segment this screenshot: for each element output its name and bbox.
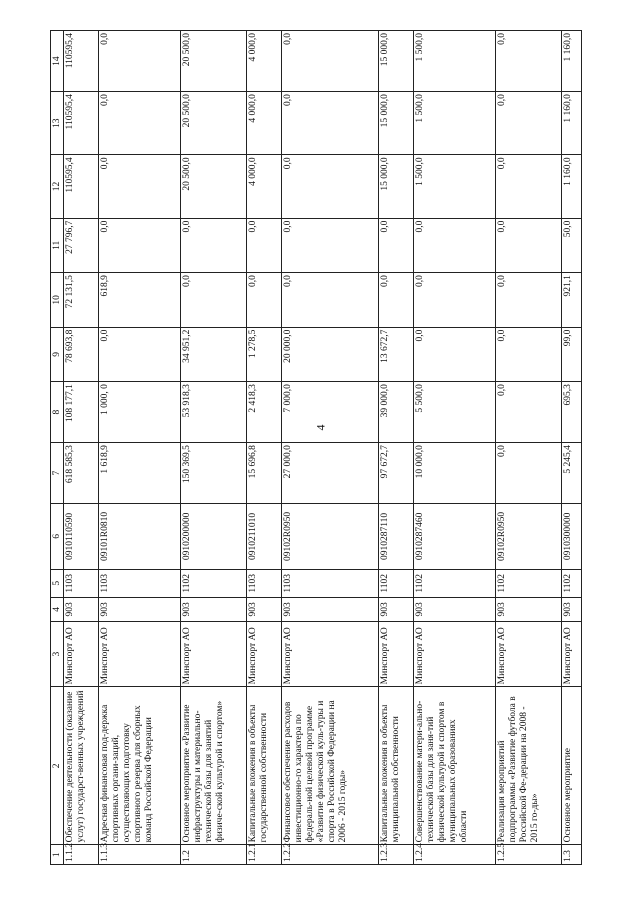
table-cell: 1 618,9 (99, 443, 181, 504)
table-cell: 15 000,0 (379, 92, 414, 155)
table-cell: 0910287460 (414, 504, 496, 569)
table-cell: 1103 (99, 569, 181, 597)
table-cell: Минспорт АО (562, 621, 582, 686)
table-cell: 0,0 (379, 273, 414, 328)
table-cell: 4 000,0 (246, 155, 281, 218)
table-cell: 1102 (379, 569, 414, 597)
column-header: 10 (51, 273, 64, 328)
table-cell: 15 696,8 (246, 443, 281, 504)
table-cell: 0,0 (99, 92, 181, 155)
column-header: 5 (51, 569, 64, 597)
table-cell: 0,0 (99, 218, 181, 273)
table-cell: 0,0 (99, 155, 181, 218)
table-cell: 0,0 (414, 327, 496, 382)
column-header: 8 (51, 382, 64, 443)
table-cell: 1.3 (562, 845, 582, 865)
table-cell: 1.2.4 (414, 845, 496, 865)
table-cell: Обеспечение деятельности (оказание услуг) государст-венных учреждений (64, 687, 99, 845)
table-cell: 903 (496, 597, 562, 621)
table-row (99, 31, 181, 865)
table-row (562, 31, 582, 865)
table-cell: 1102 (562, 569, 582, 597)
table-cell: 0,0 (414, 218, 496, 273)
table-cell: 0,0 (282, 31, 379, 92)
table-cell: 20 500,0 (180, 155, 246, 218)
table-cell: Минспорт АО (180, 621, 246, 686)
column-header: 14 (51, 31, 64, 92)
table-cell: 0,0 (282, 273, 379, 328)
table-cell: Реализация мероприятий подпрограммы «Развитие футбола в Российской Фе-дерации на 2008 - 2015 го-ды» (496, 687, 562, 845)
column-header: 11 (51, 218, 64, 273)
table-cell: 09102R0950 (282, 504, 379, 569)
column-header: 9 (51, 327, 64, 382)
table-cell: 618 585,3 (64, 443, 99, 504)
table-cell: 903 (64, 597, 99, 621)
table-cell: 903 (562, 597, 582, 621)
table-cell: Основное мероприятие (562, 687, 582, 845)
table-cell: 15 000,0 (379, 31, 414, 92)
table-cell: 1.2.5 (496, 845, 562, 865)
table-cell: 0,0 (496, 443, 562, 504)
table-cell: 0,0 (99, 31, 181, 92)
table-cell: 0,0 (496, 218, 562, 273)
table-cell: 0,0 (99, 327, 181, 382)
table-cell: 5 245,4 (562, 443, 582, 504)
table-cell: 15 000,0 (379, 155, 414, 218)
table-cell: 0,0 (496, 382, 562, 443)
table-cell: 4 000,0 (246, 92, 281, 155)
table-cell: 0,0 (180, 218, 246, 273)
table-cell: 1102 (496, 569, 562, 597)
table-cell: 1.1.2 (64, 845, 99, 865)
table-cell: 110595,4 (64, 31, 99, 92)
column-header: 2 (51, 687, 64, 845)
table-cell: 1103 (282, 569, 379, 597)
table-cell: 903 (414, 597, 496, 621)
table-cell: 1 278,5 (246, 327, 281, 382)
table-row (496, 31, 562, 865)
table-cell: 27 796,7 (64, 218, 99, 273)
table-cell: Минспорт АО (379, 621, 414, 686)
table-cell: 09101R0810 (99, 504, 181, 569)
table-cell: 1.2 (180, 845, 246, 865)
table-cell: 1 160,0 (562, 31, 582, 92)
table-cell: 0,0 (379, 218, 414, 273)
column-header: 4 (51, 597, 64, 621)
table-cell: 0910110590 (64, 504, 99, 569)
table-cell: 0,0 (496, 31, 562, 92)
table-cell: 20 000,0 (282, 327, 379, 382)
table-cell: Адресная финансовая под-держка спортивных органи-заций, осуществляющих подготовку спортивного резерва для сборных команд Российской Федерации (99, 687, 181, 845)
table-cell: 1.2.3 (379, 845, 414, 865)
table-cell: 0,0 (496, 92, 562, 155)
table-cell: 150 369,5 (180, 443, 246, 504)
table-cell: Основное мероприятие «Развитие инфраструктуры и материально-технической базы для занятий физиче-ской культурой и спортом» (180, 687, 246, 845)
table-cell: 1 500,0 (414, 92, 496, 155)
table-cell: 1103 (246, 569, 281, 597)
table-cell: 0,0 (246, 273, 281, 328)
table-cell: 20 500,0 (180, 92, 246, 155)
table-cell: 34 951,2 (180, 327, 246, 382)
table-cell: 1102 (414, 569, 496, 597)
budget-table (50, 30, 582, 865)
table-cell: 09102R0950 (496, 504, 562, 569)
table-cell: 0910200000 (180, 504, 246, 569)
table-cell: Минспорт АО (64, 621, 99, 686)
table-cell: Финансовое обеспечение расходов инвестиционно-го характера по федераль-ной целевой программе «Развитие физической куль-туры и спорта в Российской Федерации на 2006 - 2015 годы» (282, 687, 379, 845)
table-cell: 2 418,3 (246, 382, 281, 443)
table-cell: Минспорт АО (496, 621, 562, 686)
table-cell: 0,0 (282, 218, 379, 273)
column-header: 1 (51, 845, 64, 865)
table-cell: 0,0 (496, 155, 562, 218)
table-row (246, 31, 281, 865)
table-cell: 53 918,3 (180, 382, 246, 443)
table-cell: Капитальные вложения в объекты муниципальной собственности (379, 687, 414, 845)
table-cell: 903 (379, 597, 414, 621)
table-cell: Минспорт АО (246, 621, 281, 686)
table-row (180, 31, 246, 865)
table-cell: 78 693,8 (64, 327, 99, 382)
column-header: 12 (51, 155, 64, 218)
table-cell: Минспорт АО (99, 621, 181, 686)
page-number: 4 (313, 424, 328, 431)
table-cell: 903 (99, 597, 181, 621)
table-cell: 72 131,5 (64, 273, 99, 328)
table-cell: 99,0 (562, 327, 582, 382)
table-cell: 618,9 (99, 273, 181, 328)
table-cell: 97 672,7 (379, 443, 414, 504)
table-cell: 1102 (180, 569, 246, 597)
table-cell: 1 160,0 (562, 155, 582, 218)
table-cell: 5 500,0 (414, 382, 496, 443)
table-cell: Минспорт АО (282, 621, 379, 686)
table-cell: 1 000, 0 (99, 382, 181, 443)
table-cell: Капитальные вложения в объекты государственной собственности (246, 687, 281, 845)
table-cell: 0910287110 (379, 504, 414, 569)
table-cell: 39 000,0 (379, 382, 414, 443)
table-cell: 0910300000 (562, 504, 582, 569)
table-cell: 1.2.2 (282, 845, 379, 865)
table-cell: 4 000,0 (246, 31, 281, 92)
table-cell: 50,0 (562, 218, 582, 273)
table-cell: 1103 (64, 569, 99, 597)
header-row (51, 31, 64, 865)
table-cell: 108 177,1 (64, 382, 99, 443)
table-cell: 110595,4 (64, 155, 99, 218)
rotated-table-container (50, 30, 582, 865)
table-row (379, 31, 414, 865)
table-cell: 10 000,0 (414, 443, 496, 504)
table-cell: 7 000,0 (282, 382, 379, 443)
table-cell: 903 (282, 597, 379, 621)
table-row (64, 31, 99, 865)
table-cell: 0,0 (246, 218, 281, 273)
table-cell: 27 000,0 (282, 443, 379, 504)
table-cell: 0,0 (496, 273, 562, 328)
table-cell: 695,3 (562, 382, 582, 443)
table-cell: 1 160,0 (562, 92, 582, 155)
table-cell: Совершенствование матери-ально-технической базы для заня-тий физической культурой и спортом в муниципальных образованиях области (414, 687, 496, 845)
table-cell: 903 (180, 597, 246, 621)
column-header: 6 (51, 504, 64, 569)
table-cell: 0910211010 (246, 504, 281, 569)
table-row (414, 31, 496, 865)
column-header: 7 (51, 443, 64, 504)
table-cell: 0,0 (282, 155, 379, 218)
table-row (282, 31, 379, 865)
table-cell: 1 500,0 (414, 155, 496, 218)
table-cell: 0,0 (496, 327, 562, 382)
table-cell: 1.1.3 (99, 845, 181, 865)
table-cell: 1.2.1 (246, 845, 281, 865)
table-cell: 110595,4 (64, 92, 99, 155)
table-cell: 13 672,7 (379, 327, 414, 382)
table-cell: 903 (246, 597, 281, 621)
table-cell: Минспорт АО (414, 621, 496, 686)
table-cell: 20 500,0 (180, 31, 246, 92)
table-cell: 0,0 (180, 273, 246, 328)
table-cell: 0,0 (414, 273, 496, 328)
column-header: 3 (51, 621, 64, 686)
table-cell: 921,1 (562, 273, 582, 328)
column-header: 13 (51, 92, 64, 155)
table-cell: 0,0 (282, 92, 379, 155)
table-cell: 1 500,0 (414, 31, 496, 92)
